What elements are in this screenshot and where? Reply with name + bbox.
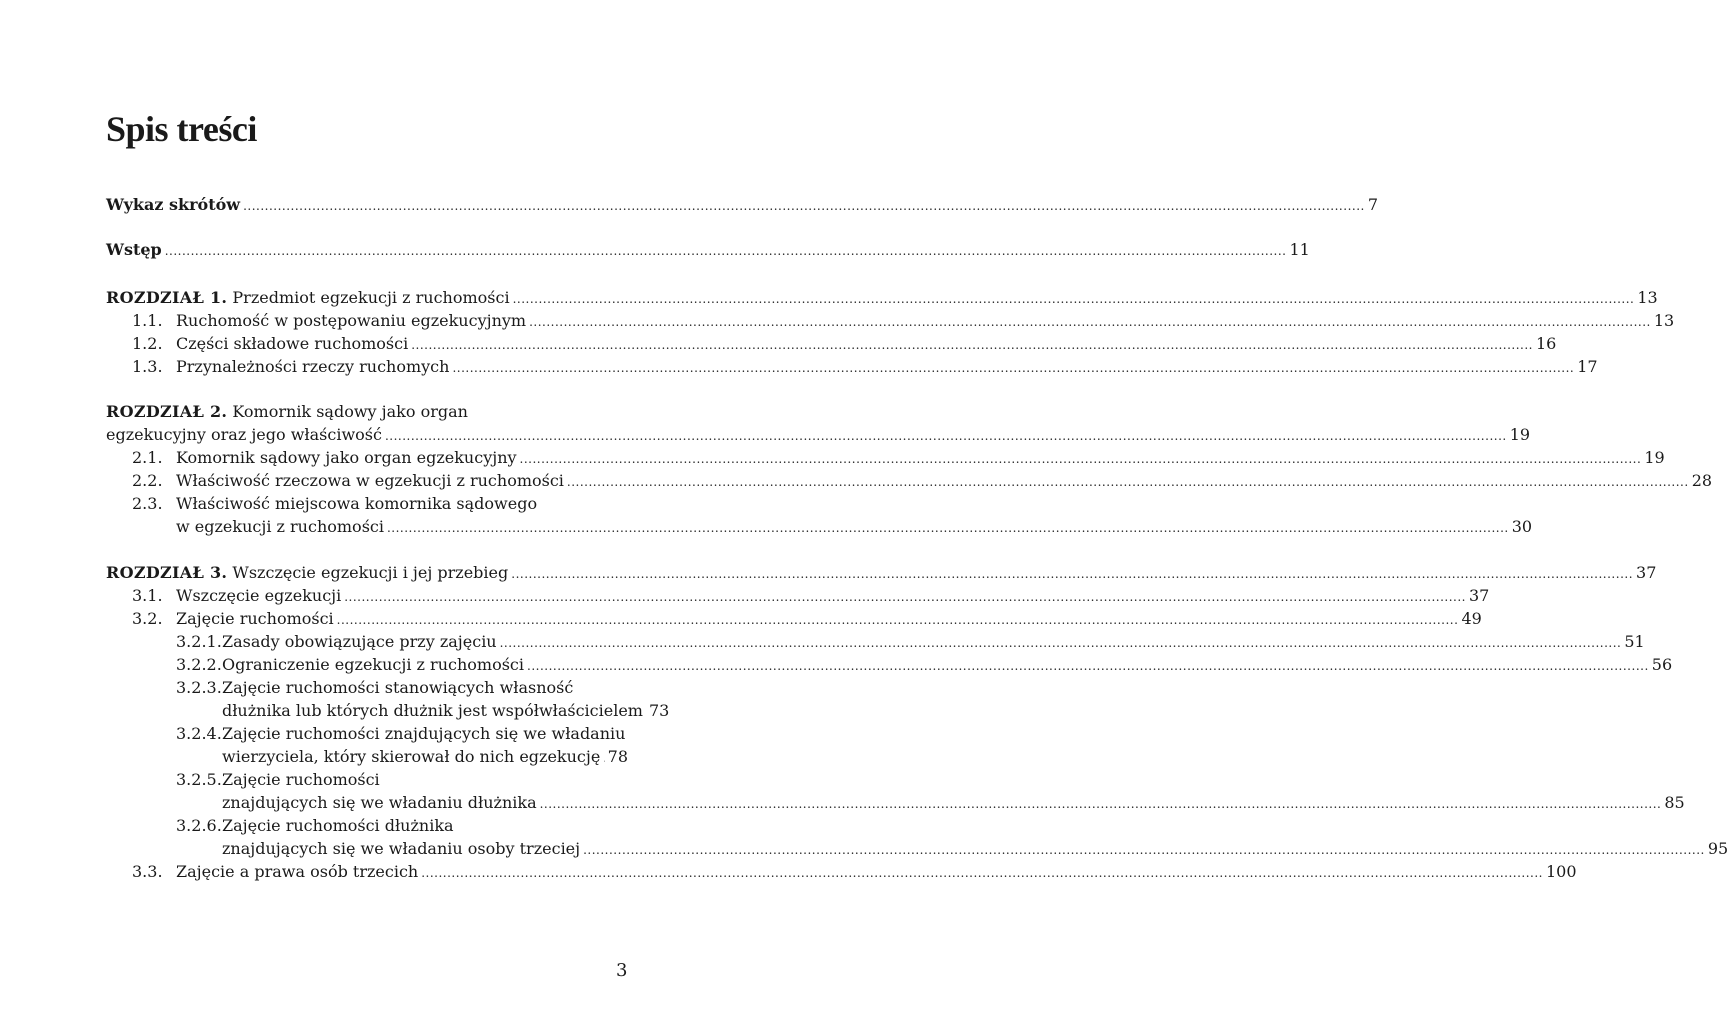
toc-page-number: 85	[1664, 793, 1685, 812]
toc-page-number: 37	[1469, 586, 1490, 605]
dot-leader	[344, 587, 1466, 607]
toc-entry-number: 3.2.	[132, 609, 163, 628]
dot-leader	[243, 196, 1365, 216]
toc-entry-line	[222, 816, 454, 836]
toc-page-number: 13	[1637, 288, 1658, 307]
toc-page-number: 78	[607, 747, 628, 766]
toc-entry-line	[106, 288, 1658, 309]
toc-page-number: 19	[1644, 448, 1665, 467]
page-title: Spis treści	[106, 109, 257, 149]
toc-entry-title: Przynależności rzeczy ruchomych	[176, 357, 450, 376]
toc-entry	[106, 240, 1310, 260]
toc-entry-number: 3.2.4.	[176, 724, 222, 743]
toc-entry	[106, 816, 628, 836]
toc-entry	[106, 678, 628, 698]
toc-page-number: 73	[648, 701, 670, 720]
dot-leader	[411, 335, 1533, 355]
toc-entry	[106, 448, 1665, 468]
toc-entry-title: ROZDZIAŁ 1. Przedmiot egzekucji z ruchomości	[106, 288, 510, 307]
toc-page-number: 100	[1545, 862, 1577, 881]
toc-page-number: 49	[1461, 609, 1482, 628]
chapter-label: Wstęp	[106, 240, 162, 259]
toc-page-number: 11	[1289, 240, 1310, 259]
dot-leader	[421, 863, 1543, 883]
toc-page-number: 13	[1653, 311, 1675, 330]
dot-leader	[527, 656, 1649, 676]
toc-entry	[106, 632, 1645, 652]
toc-entry-title: Zajęcie ruchomości dłużnika	[222, 816, 454, 835]
toc-entry-line	[106, 240, 1310, 261]
toc-entry-line	[222, 793, 1685, 814]
toc-entry-line	[176, 334, 1557, 355]
toc-entry	[106, 357, 1598, 377]
toc-entry-line	[106, 425, 1531, 446]
toc-entry	[106, 425, 1531, 445]
toc-entry-title: Właściwość miejscowa komornika sądowego	[176, 494, 538, 513]
toc-entry-line	[176, 609, 1482, 630]
toc-entry-line	[222, 632, 1645, 653]
toc-entry-line	[222, 701, 670, 722]
toc-entry-line	[176, 494, 537, 514]
toc-entry-title: Komornik sądowy jako organ egzekucyjny	[176, 448, 517, 467]
toc-entry-title: Zasady obowiązujące przy zajęciu	[222, 632, 497, 651]
toc-entry-title: znajdujących się we władaniu osoby trzeciej	[222, 839, 581, 858]
dot-leader	[387, 518, 1509, 538]
toc-entry-line	[106, 402, 468, 422]
dot-leader	[165, 241, 1287, 261]
toc-entry-title: znajdujących się we władaniu dłużnika	[222, 793, 537, 812]
toc-page-number: 19	[1509, 425, 1531, 444]
toc-entry-number: 2.1.	[132, 448, 163, 467]
dot-leader	[513, 289, 1635, 309]
toc-entry-title	[106, 240, 162, 260]
toc-entry-number: 3.2.2.	[176, 655, 222, 674]
toc-entry-title: Właściwość rzeczowa w egzekucji z ruchomości	[176, 471, 564, 490]
toc-entry-title	[106, 195, 240, 215]
toc-entry-number: 3.2.5.	[176, 770, 222, 789]
toc-entry-title: wierzyciela, który skierował do nich egzekucję	[222, 747, 601, 766]
toc-entry-line	[222, 724, 625, 744]
chapter-label: Wykaz skrótów	[106, 195, 241, 214]
toc-page-number: 17	[1577, 357, 1598, 376]
toc-entry-title: ROZDZIAŁ 2. Komornik sądowy jako organ	[106, 402, 468, 421]
toc-entry-line	[222, 678, 573, 698]
toc-entry	[106, 793, 1685, 813]
toc-entry-line	[222, 747, 628, 768]
toc-page-number: 7	[1367, 195, 1379, 214]
toc-entry-line	[222, 770, 380, 790]
toc-entry	[106, 770, 628, 790]
toc-entry-title: Ograniczenie egzekucji z ruchomości	[222, 655, 524, 674]
dot-leader	[385, 426, 1507, 446]
toc-entry	[106, 334, 1557, 354]
toc-entry	[106, 402, 628, 422]
toc-page-number: 30	[1511, 517, 1533, 536]
toc-page-number: 16	[1535, 334, 1557, 353]
toc-entry-line	[176, 586, 1490, 607]
toc-entry	[106, 195, 1379, 215]
toc-entry	[106, 839, 1728, 859]
dot-leader	[520, 449, 1642, 469]
dot-leader	[540, 794, 1662, 814]
dot-leader	[529, 312, 1651, 332]
toc-entry-title: Wszczęcie egzekucji	[176, 586, 342, 605]
toc-entry-title: dłużnika lub których dłużnik jest współwłaścicielem	[222, 701, 643, 720]
toc-entry-line	[106, 563, 1657, 584]
dot-leader	[583, 840, 1705, 860]
toc-page-number: 95	[1707, 839, 1728, 858]
toc-entry-number: 1.1.	[132, 311, 163, 330]
toc-entry-title: Części składowe ruchomości	[176, 334, 409, 353]
toc-page-number: 56	[1651, 655, 1673, 674]
toc-entry	[106, 747, 628, 767]
dot-leader	[337, 610, 1459, 630]
toc-entry-title: Ruchomość w postępowaniu egzekucyjnym	[176, 311, 527, 330]
toc-entry-number: 3.1.	[132, 586, 163, 605]
toc-entry-line	[222, 839, 1728, 860]
chapter-label: ROZDZIAŁ 1.	[106, 288, 228, 307]
toc-entry-title: Zajęcie ruchomości	[222, 770, 380, 789]
toc-entry-line	[176, 862, 1577, 883]
toc-entry	[106, 563, 1657, 583]
toc-entry-line	[176, 517, 1533, 538]
toc-entry	[106, 311, 1675, 331]
toc-entry	[106, 701, 670, 721]
toc-entry-number: 3.2.3.	[176, 678, 222, 697]
toc-page-number: 51	[1624, 632, 1645, 651]
toc-page-number: 37	[1636, 563, 1657, 582]
toc-entry-title: Zajęcie ruchomości	[176, 609, 334, 628]
page-number: 3	[616, 960, 628, 981]
toc-entry	[106, 517, 1533, 537]
toc-entry-line	[176, 311, 1675, 332]
toc-entry	[106, 655, 1673, 675]
toc-entry-line	[222, 655, 1673, 676]
toc-entry	[106, 609, 1482, 629]
toc-entry-title: ROZDZIAŁ 3. Wszczęcie egzekucji i jej przebieg	[106, 563, 509, 582]
toc-entry	[106, 586, 1490, 606]
toc-entry-number: 3.2.6.	[176, 816, 222, 835]
toc-entry-title: Zajęcie a prawa osób trzecich	[176, 862, 419, 881]
toc-entry	[106, 862, 1577, 882]
toc-entry	[106, 471, 1713, 491]
toc-entry-title: egzekucyjny oraz jego właściwość	[106, 425, 382, 444]
chapter-label: ROZDZIAŁ 3.	[106, 563, 228, 582]
dot-leader	[511, 564, 1633, 584]
toc-entry-number: 3.2.1.	[176, 632, 222, 651]
dot-leader	[452, 358, 1574, 378]
toc-entry	[106, 724, 628, 744]
dot-leader	[500, 633, 1622, 653]
toc-entry-line	[106, 195, 1379, 216]
toc-entry-line	[176, 357, 1598, 378]
toc-entry-number: 1.3.	[132, 357, 163, 376]
toc-entry-title: w egzekucji z ruchomości	[176, 517, 384, 536]
toc-entry-line	[176, 471, 1713, 492]
toc-entry-number: 2.2.	[132, 471, 163, 490]
toc-entry-number: 3.3.	[132, 862, 163, 881]
toc-entry	[106, 494, 628, 514]
chapter-label: ROZDZIAŁ 2.	[106, 402, 228, 421]
toc-entry-title: Zajęcie ruchomości znajdujących się we władaniu	[222, 724, 626, 743]
dot-leader	[603, 748, 604, 768]
toc-entry-number: 2.3.	[132, 494, 163, 513]
toc-entry	[106, 288, 1658, 308]
toc-entry-title: Zajęcie ruchomości stanowiących własność	[222, 678, 574, 697]
toc-entry-number: 1.2.	[132, 334, 163, 353]
dot-leader	[567, 472, 1689, 492]
toc-entry-line	[176, 448, 1665, 469]
toc-page-number: 28	[1691, 471, 1713, 490]
